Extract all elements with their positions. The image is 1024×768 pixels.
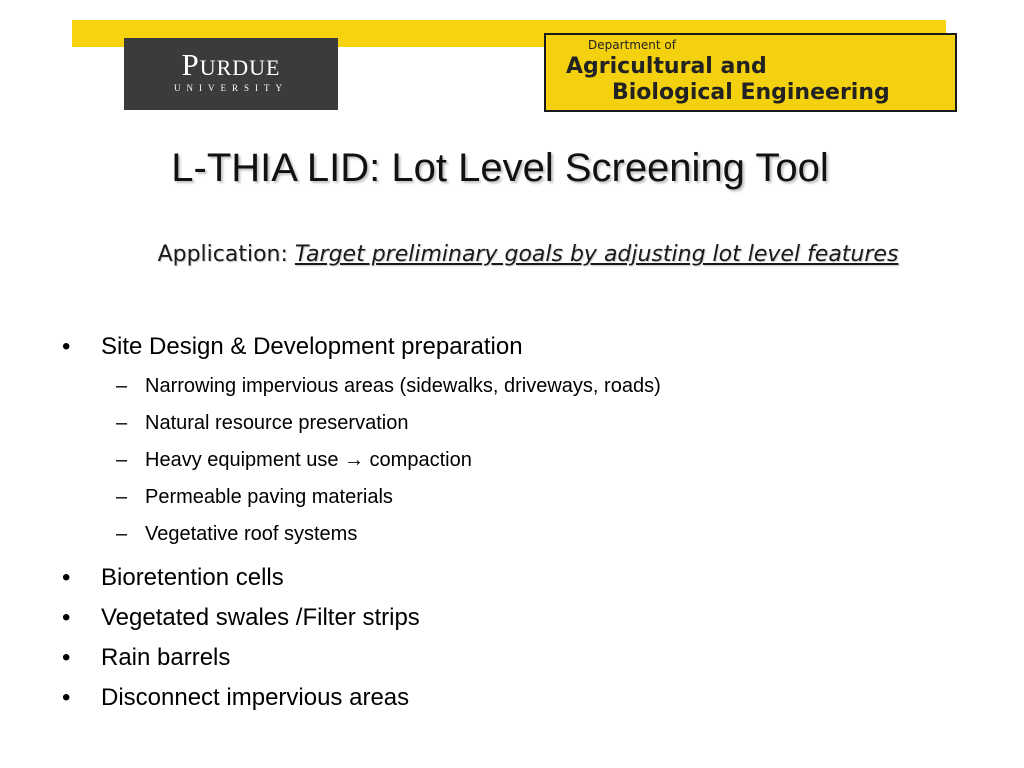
sub-bullet-list bbox=[56, 368, 996, 559]
application-label: Application: bbox=[157, 242, 288, 267]
dash-marker: – bbox=[116, 412, 128, 434]
bullet-text: Bioretention cells bbox=[101, 564, 284, 591]
bullet-marker: • bbox=[62, 333, 71, 360]
sub-bullet-text: Permeable paving materials bbox=[145, 486, 393, 508]
sub-bullet-text: Heavy equipment use → compaction bbox=[145, 449, 472, 471]
bullet-item bbox=[56, 639, 996, 679]
sub-bullet-item bbox=[56, 442, 996, 479]
dash-marker: – bbox=[116, 375, 128, 397]
bullet-text: Rain barrels bbox=[101, 644, 231, 671]
bullet-marker: • bbox=[62, 644, 71, 671]
sub-bullet-item bbox=[56, 368, 996, 405]
bullet-text: Vegetated swales /Filter strips bbox=[101, 604, 420, 631]
dept-logo-line2: Biological Engineering bbox=[612, 80, 890, 105]
purdue-university-logo bbox=[124, 38, 338, 110]
bullet-text: Disconnect impervious areas bbox=[101, 684, 410, 711]
dash-marker: – bbox=[116, 449, 128, 471]
application-value: Target preliminary goals by adjusting lot level features bbox=[294, 242, 899, 267]
sub-bullet-text: Vegetative roof systems bbox=[145, 523, 358, 545]
sub-bullet-text: Narrowing impervious areas (sidewalks, driveways, roads) bbox=[145, 375, 661, 397]
sub-bullet-text: Natural resource preservation bbox=[145, 412, 409, 434]
application-statement bbox=[80, 238, 976, 272]
bullet-item bbox=[56, 599, 996, 639]
bullet-marker: • bbox=[62, 604, 71, 631]
bullet-item bbox=[56, 559, 996, 599]
slide-title: L-THIA LID: Lot Level Screening Tool bbox=[171, 146, 829, 190]
department-logo bbox=[544, 33, 957, 112]
bullet-item bbox=[56, 328, 996, 368]
purdue-logo-name: Purdue bbox=[181, 47, 281, 82]
dept-logo-prefix: Department of bbox=[588, 38, 676, 52]
bullet-marker: • bbox=[62, 564, 71, 591]
purdue-logo-subtitle: UNIVERSITY bbox=[174, 83, 288, 93]
bullet-text: Site Design & Development preparation bbox=[101, 333, 523, 360]
bullet-marker: • bbox=[62, 684, 71, 711]
sub-bullet-item bbox=[56, 405, 996, 442]
dash-marker: – bbox=[116, 486, 128, 508]
sub-bullet-item bbox=[56, 516, 996, 553]
bullet-list bbox=[56, 328, 996, 719]
dash-marker: – bbox=[116, 523, 128, 545]
bullet-item bbox=[56, 679, 996, 719]
dept-logo-line1: Agricultural and bbox=[566, 54, 767, 79]
sub-bullet-item bbox=[56, 479, 996, 516]
